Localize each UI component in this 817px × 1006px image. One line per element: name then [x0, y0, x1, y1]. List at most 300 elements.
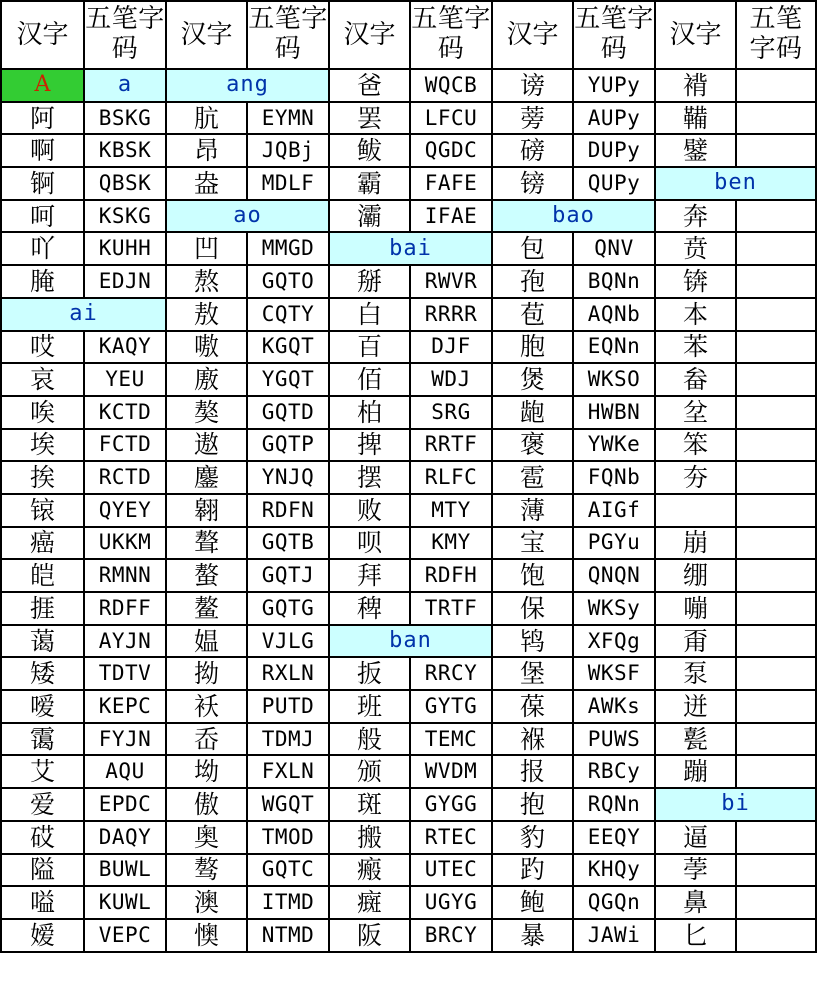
- wubi-code-cell: TMOD: [247, 821, 329, 854]
- table-row: [1, 200, 816, 233]
- table-row: [1, 625, 816, 658]
- wubi-code-cell: KBSK: [84, 134, 166, 167]
- wubi-code-cell: DAQY: [84, 821, 166, 854]
- hanzi-cell: 褒: [492, 429, 573, 462]
- hanzi-cell: 矮: [1, 657, 84, 690]
- header-hanzi: 汉字: [1, 1, 84, 69]
- wubi-code-cell: GQTO: [247, 265, 329, 298]
- wubi-code-cell: TEMC: [410, 723, 492, 756]
- hanzi-cell: 保: [492, 592, 573, 625]
- table-row: [1, 854, 816, 887]
- hanzi-cell: 败: [329, 494, 410, 527]
- wubi-code-cell: KMY: [410, 527, 492, 560]
- wubi-code-cell: AIGf: [573, 494, 655, 527]
- wubi-code-cell: TRTF: [410, 592, 492, 625]
- hanzi-cell: 本: [655, 298, 736, 331]
- hanzi-cell: 甭: [655, 625, 736, 658]
- hanzi-cell: 迸: [655, 690, 736, 723]
- wubi-code-cell: RCTD: [84, 461, 166, 494]
- wubi-code-cell: KAQY: [84, 331, 166, 364]
- hanzi-cell: 泵: [655, 657, 736, 690]
- hanzi-cell: 扳: [329, 657, 410, 690]
- hanzi-cell: 媪: [166, 625, 247, 658]
- hanzi-cell: 袄: [166, 690, 247, 723]
- hanzi-cell: 蔼: [1, 625, 84, 658]
- wubi-code-cell: XFQg: [573, 625, 655, 658]
- hanzi-cell: 霸: [329, 167, 410, 200]
- hanzi-cell: 隘: [1, 854, 84, 887]
- hanzi-cell: 阪: [329, 919, 410, 952]
- wubi-code-cell: RRCY: [410, 657, 492, 690]
- wubi-code-cell: YGQT: [247, 363, 329, 396]
- wubi-code-cell: GQTJ: [247, 559, 329, 592]
- hanzi-cell: 褓: [492, 723, 573, 756]
- empty-cell: [736, 102, 816, 135]
- hanzi-cell: 班: [329, 690, 410, 723]
- hanzi-cell: 磅: [492, 134, 573, 167]
- hanzi-cell: 逼: [655, 821, 736, 854]
- table-row: [1, 167, 816, 200]
- header-wubi-code: 五笔字码: [573, 1, 655, 69]
- hanzi-cell: 傲: [166, 788, 247, 821]
- pinyin-group-header: bao: [492, 200, 655, 233]
- wubi-code-cell: RRRR: [410, 298, 492, 331]
- header-hanzi: 汉字: [329, 1, 410, 69]
- table-row: [1, 461, 816, 494]
- empty-cell: [736, 331, 816, 364]
- wubi-code-cell: VJLG: [247, 625, 329, 658]
- table-row: [1, 559, 816, 592]
- hanzi-cell: 鞴: [655, 102, 736, 135]
- empty-cell: [736, 429, 816, 462]
- wubi-code-cell: EYMN: [247, 102, 329, 135]
- empty-cell: [736, 298, 816, 331]
- wubi-code-cell: PUWS: [573, 723, 655, 756]
- hanzi-cell: 熬: [166, 265, 247, 298]
- hanzi-cell: 澳: [166, 886, 247, 919]
- hanzi-cell: 凹: [166, 232, 247, 265]
- table-row: [1, 396, 816, 429]
- wubi-code-cell: WGQT: [247, 788, 329, 821]
- empty-cell: [736, 625, 816, 658]
- wubi-code-cell: BUWL: [84, 854, 166, 887]
- table-body: [1, 69, 816, 952]
- hanzi-cell: 廒: [166, 363, 247, 396]
- wubi-code-cell: EPDC: [84, 788, 166, 821]
- hanzi-cell: 畚: [655, 363, 736, 396]
- wubi-code-cell: CQTY: [247, 298, 329, 331]
- pinyin-group-header: ao: [166, 200, 329, 233]
- wubi-code-cell: GQTB: [247, 527, 329, 560]
- hanzi-cell: 报: [492, 755, 573, 788]
- wubi-code-cell: WVDM: [410, 755, 492, 788]
- table-row: [1, 265, 816, 298]
- hanzi-cell: 葆: [492, 690, 573, 723]
- hanzi-cell: 遨: [166, 429, 247, 462]
- wubi-code-cell: RTEC: [410, 821, 492, 854]
- hanzi-cell: 獒: [166, 396, 247, 429]
- wubi-code-cell: MTY: [410, 494, 492, 527]
- empty-cell: [736, 723, 816, 756]
- header-row: [1, 1, 816, 69]
- wubi-code-cell: KUHH: [84, 232, 166, 265]
- hanzi-cell: 苯: [655, 331, 736, 364]
- wubi-code-cell: KCTD: [84, 396, 166, 429]
- hanzi-cell: 蒡: [492, 102, 573, 135]
- wubi-code-cell: GQTG: [247, 592, 329, 625]
- hanzi-cell: 鲍: [492, 886, 573, 919]
- hanzi-cell: 崩: [655, 527, 736, 560]
- hanzi-cell: 煲: [492, 363, 573, 396]
- hanzi-cell: 爸: [329, 69, 410, 102]
- wubi-code-cell: LFCU: [410, 102, 492, 135]
- wubi-code-cell: KEPC: [84, 690, 166, 723]
- wubi-code-cell: FXLN: [247, 755, 329, 788]
- table-row: [1, 69, 816, 102]
- wubi-code-cell: WKSy: [573, 592, 655, 625]
- pinyin-group-header: ang: [166, 69, 329, 102]
- empty-cell: [736, 265, 816, 298]
- hanzi-cell: 灞: [329, 200, 410, 233]
- hanzi-cell: 薄: [492, 494, 573, 527]
- wubi-code-cell: PUTD: [247, 690, 329, 723]
- hanzi-cell: 鐾: [655, 134, 736, 167]
- wubi-code-cell: AUPy: [573, 102, 655, 135]
- hanzi-cell: 堡: [492, 657, 573, 690]
- table-row: [1, 494, 816, 527]
- hanzi-cell: 嗳: [1, 690, 84, 723]
- wubi-code-cell: VEPC: [84, 919, 166, 952]
- pinyin-group-header: bi: [655, 788, 816, 821]
- wubi-code-cell: EEQY: [573, 821, 655, 854]
- hanzi-cell: 挨: [1, 461, 84, 494]
- hanzi-cell: 夯: [655, 461, 736, 494]
- header-wubi-code: 五笔字码: [410, 1, 492, 69]
- hanzi-cell: 百: [329, 331, 410, 364]
- table-row: [1, 821, 816, 854]
- wubi-code-cell: RBCy: [573, 755, 655, 788]
- hanzi-cell: 嗌: [1, 886, 84, 919]
- wubi-code-cell: DJF: [410, 331, 492, 364]
- hanzi-cell: 雹: [492, 461, 573, 494]
- hanzi-cell: 蹦: [655, 755, 736, 788]
- wubi-code-cell: BRCY: [410, 919, 492, 952]
- table-row: [1, 592, 816, 625]
- wubi-code-cell: UTEC: [410, 854, 492, 887]
- hanzi-cell: 哎: [1, 331, 84, 364]
- wubi-code-cell: JAWi: [573, 919, 655, 952]
- hanzi-cell: 谤: [492, 69, 573, 102]
- wubi-code-cell: WDJ: [410, 363, 492, 396]
- pinyin-group-header: ben: [655, 167, 816, 200]
- hanzi-cell: 坌: [655, 396, 736, 429]
- wubi-code-cell: RWVR: [410, 265, 492, 298]
- empty-cell: [736, 494, 816, 527]
- hanzi-cell: 坳: [166, 755, 247, 788]
- hanzi-cell: 笨: [655, 429, 736, 462]
- wubi-code-cell: AQNb: [573, 298, 655, 331]
- hanzi-cell: 翱: [166, 494, 247, 527]
- wubi-code-cell: FCTD: [84, 429, 166, 462]
- wubi-code-cell: GQTP: [247, 429, 329, 462]
- hanzi-cell: 埃: [1, 429, 84, 462]
- hanzi-cell: 罢: [329, 102, 410, 135]
- hanzi-cell: 嫒: [1, 919, 84, 952]
- wubi-code-cell: YWKe: [573, 429, 655, 462]
- hanzi-cell: 奥: [166, 821, 247, 854]
- hanzi-cell: 贲: [655, 232, 736, 265]
- hanzi-cell: 稗: [329, 592, 410, 625]
- empty-cell: [736, 396, 816, 429]
- pinyin-group-header: ai: [1, 298, 166, 331]
- empty-cell: [736, 461, 816, 494]
- wubi-code-cell: QGQn: [573, 886, 655, 919]
- header-hanzi: 汉字: [655, 1, 736, 69]
- hanzi-cell: 绷: [655, 559, 736, 592]
- table-row: [1, 657, 816, 690]
- hanzi-cell: 褙: [655, 69, 736, 102]
- empty-cell: [736, 363, 816, 396]
- wubi-code-cell: MMGD: [247, 232, 329, 265]
- pinyin-group-header: a: [84, 69, 166, 102]
- hanzi-cell: 哀: [1, 363, 84, 396]
- empty-cell: [736, 232, 816, 265]
- wubi-code-cell: GQTD: [247, 396, 329, 429]
- hanzi-cell: 鸨: [492, 625, 573, 658]
- table-row: [1, 134, 816, 167]
- table-row: [1, 232, 816, 265]
- table-row: [1, 527, 816, 560]
- hanzi-cell: 苞: [492, 298, 573, 331]
- hanzi-cell: 霭: [1, 723, 84, 756]
- wubi-code-cell: RMNN: [84, 559, 166, 592]
- wubi-code-cell: QYEY: [84, 494, 166, 527]
- wubi-code-cell: RRTF: [410, 429, 492, 462]
- hanzi-cell: 锕: [1, 167, 84, 200]
- hanzi-cell: 阿: [1, 102, 84, 135]
- wubi-code-cell: AWKs: [573, 690, 655, 723]
- table-row: [1, 363, 816, 396]
- hanzi-cell: 孢: [492, 265, 573, 298]
- hanzi-cell: 岙: [166, 723, 247, 756]
- wubi-code-cell: HWBN: [573, 396, 655, 429]
- pinyin-group-header: bai: [329, 232, 492, 265]
- wubi-code-cell: QGDC: [410, 134, 492, 167]
- wubi-code-cell: QNQN: [573, 559, 655, 592]
- hanzi-cell: 瘢: [329, 854, 410, 887]
- hanzi-cell: 暴: [492, 919, 573, 952]
- table-row: [1, 723, 816, 756]
- hanzi-cell: 啊: [1, 134, 84, 167]
- hanzi-cell: 嗷: [166, 331, 247, 364]
- hanzi-cell: 腌: [1, 265, 84, 298]
- wubi-code-cell: RLFC: [410, 461, 492, 494]
- hanzi-cell: 肮: [166, 102, 247, 135]
- hanzi-cell: 龅: [492, 396, 573, 429]
- header-hanzi: 汉字: [492, 1, 573, 69]
- wubi-code-cell: YEU: [84, 363, 166, 396]
- hanzi-cell: 颁: [329, 755, 410, 788]
- wubi-code-cell: EDJN: [84, 265, 166, 298]
- wubi-code-cell: FAFE: [410, 167, 492, 200]
- wubi-code-cell: UKKM: [84, 527, 166, 560]
- wubi-code-cell: AYJN: [84, 625, 166, 658]
- hanzi-cell: 拜: [329, 559, 410, 592]
- hanzi-cell: 包: [492, 232, 573, 265]
- hanzi-cell: 锿: [1, 494, 84, 527]
- wubi-code-cell: YNJQ: [247, 461, 329, 494]
- hanzi-cell: 皑: [1, 559, 84, 592]
- table-row: [1, 429, 816, 462]
- wubi-code-cell: FQNb: [573, 461, 655, 494]
- hanzi-cell: 奔: [655, 200, 736, 233]
- wubi-code-cell: WKSF: [573, 657, 655, 690]
- table-row: [1, 690, 816, 723]
- hanzi-cell: 胞: [492, 331, 573, 364]
- pinyin-group-header: ban: [329, 625, 492, 658]
- table-row: [1, 102, 816, 135]
- wubi-code-cell: RQNn: [573, 788, 655, 821]
- wubi-code-cell: KHQy: [573, 854, 655, 887]
- hanzi-cell: 骜: [166, 854, 247, 887]
- wubi-code-cell: UGYG: [410, 886, 492, 919]
- table-row: [1, 331, 816, 364]
- empty-cell: [736, 200, 816, 233]
- hanzi-cell: 柏: [329, 396, 410, 429]
- empty-cell: [655, 494, 736, 527]
- wubi-code-cell: TDTV: [84, 657, 166, 690]
- hanzi-cell: 爱: [1, 788, 84, 821]
- wubi-code-cell: MDLF: [247, 167, 329, 200]
- header-hanzi: 汉字: [166, 1, 247, 69]
- hanzi-cell: 摆: [329, 461, 410, 494]
- wubi-code-cell: DUPy: [573, 134, 655, 167]
- letter-group-header: A: [1, 69, 84, 102]
- hanzi-cell: 唉: [1, 396, 84, 429]
- wubi-code-cell: AQU: [84, 755, 166, 788]
- hanzi-cell: 搬: [329, 821, 410, 854]
- empty-cell: [736, 69, 816, 102]
- wubi-code-cell: PGYu: [573, 527, 655, 560]
- hanzi-cell: 鏖: [166, 461, 247, 494]
- hanzi-cell: 掰: [329, 265, 410, 298]
- empty-cell: [736, 657, 816, 690]
- wubi-code-cell: QBSK: [84, 167, 166, 200]
- empty-cell: [736, 592, 816, 625]
- hanzi-cell: 豹: [492, 821, 573, 854]
- wubi-code-cell: RDFH: [410, 559, 492, 592]
- wubi-code-cell: QUPy: [573, 167, 655, 200]
- wubi-code-cell: RDFF: [84, 592, 166, 625]
- hanzi-cell: 般: [329, 723, 410, 756]
- wubi-code-cell: YUPy: [573, 69, 655, 102]
- hanzi-cell: 砹: [1, 821, 84, 854]
- hanzi-cell: 昂: [166, 134, 247, 167]
- hanzi-cell: 呵: [1, 200, 84, 233]
- empty-cell: [736, 690, 816, 723]
- hanzi-cell: 镑: [492, 167, 573, 200]
- wubi-code-cell: ITMD: [247, 886, 329, 919]
- hanzi-cell: 拗: [166, 657, 247, 690]
- hanzi-cell: 螯: [166, 559, 247, 592]
- empty-cell: [736, 134, 816, 167]
- hanzi-cell: 宝: [492, 527, 573, 560]
- wubi-code-cell: WQCB: [410, 69, 492, 102]
- hanzi-cell: 捭: [329, 429, 410, 462]
- wubi-code-cell: NTMD: [247, 919, 329, 952]
- wubi-code-cell: QNV: [573, 232, 655, 265]
- wubi-code-cell: WKSO: [573, 363, 655, 396]
- hanzi-cell: 锛: [655, 265, 736, 298]
- header-wubi-code: 五笔字码: [736, 1, 816, 69]
- hanzi-cell: 鲅: [329, 134, 410, 167]
- hanzi-cell: 癌: [1, 527, 84, 560]
- wubi-code-cell: GYGG: [410, 788, 492, 821]
- empty-cell: [736, 527, 816, 560]
- hanzi-cell: 斑: [329, 788, 410, 821]
- hanzi-cell: 捱: [1, 592, 84, 625]
- hanzi-cell: 荸: [655, 854, 736, 887]
- hanzi-cell: 敖: [166, 298, 247, 331]
- hanzi-cell: 甏: [655, 723, 736, 756]
- empty-cell: [736, 886, 816, 919]
- hanzi-cell: 懊: [166, 919, 247, 952]
- wubi-code-cell: GQTC: [247, 854, 329, 887]
- hanzi-cell: 趵: [492, 854, 573, 887]
- hanzi-cell: 吖: [1, 232, 84, 265]
- hanzi-cell: 呗: [329, 527, 410, 560]
- hanzi-cell: 佰: [329, 363, 410, 396]
- hanzi-cell: 饱: [492, 559, 573, 592]
- empty-cell: [736, 919, 816, 952]
- header-wubi-code: 五笔字码: [84, 1, 166, 69]
- hanzi-cell: 匕: [655, 919, 736, 952]
- table-row: [1, 298, 816, 331]
- empty-cell: [736, 559, 816, 592]
- empty-cell: [736, 821, 816, 854]
- hanzi-cell: 艾: [1, 755, 84, 788]
- wubi-code-cell: EQNn: [573, 331, 655, 364]
- wubi-code-cell: BSKG: [84, 102, 166, 135]
- hanzi-cell: 鳌: [166, 592, 247, 625]
- wubi-code-cell: SRG: [410, 396, 492, 429]
- wubi-code-cell: RXLN: [247, 657, 329, 690]
- hanzi-cell: 癍: [329, 886, 410, 919]
- hanzi-cell: 白: [329, 298, 410, 331]
- hanzi-cell: 嘣: [655, 592, 736, 625]
- header-wubi-code: 五笔字码: [247, 1, 329, 69]
- wubi-code-cell: RDFN: [247, 494, 329, 527]
- hanzi-cell: 抱: [492, 788, 573, 821]
- hanzi-cell: 聱: [166, 527, 247, 560]
- hanzi-cell: 盎: [166, 167, 247, 200]
- wubi-code-cell: IFAE: [410, 200, 492, 233]
- wubi-code-cell: FYJN: [84, 723, 166, 756]
- wubi-code-cell: JQBj: [247, 134, 329, 167]
- wubi-code-cell: BQNn: [573, 265, 655, 298]
- table-row: [1, 886, 816, 919]
- table-row: [1, 919, 816, 952]
- table-row: [1, 788, 816, 821]
- empty-cell: [736, 755, 816, 788]
- table-row: [1, 755, 816, 788]
- wubi-code-cell: GYTG: [410, 690, 492, 723]
- hanzi-cell: 鼻: [655, 886, 736, 919]
- empty-cell: [736, 854, 816, 887]
- wubi-code-cell: KGQT: [247, 331, 329, 364]
- wubi-code-cell: KUWL: [84, 886, 166, 919]
- wubi-code-cell: KSKG: [84, 200, 166, 233]
